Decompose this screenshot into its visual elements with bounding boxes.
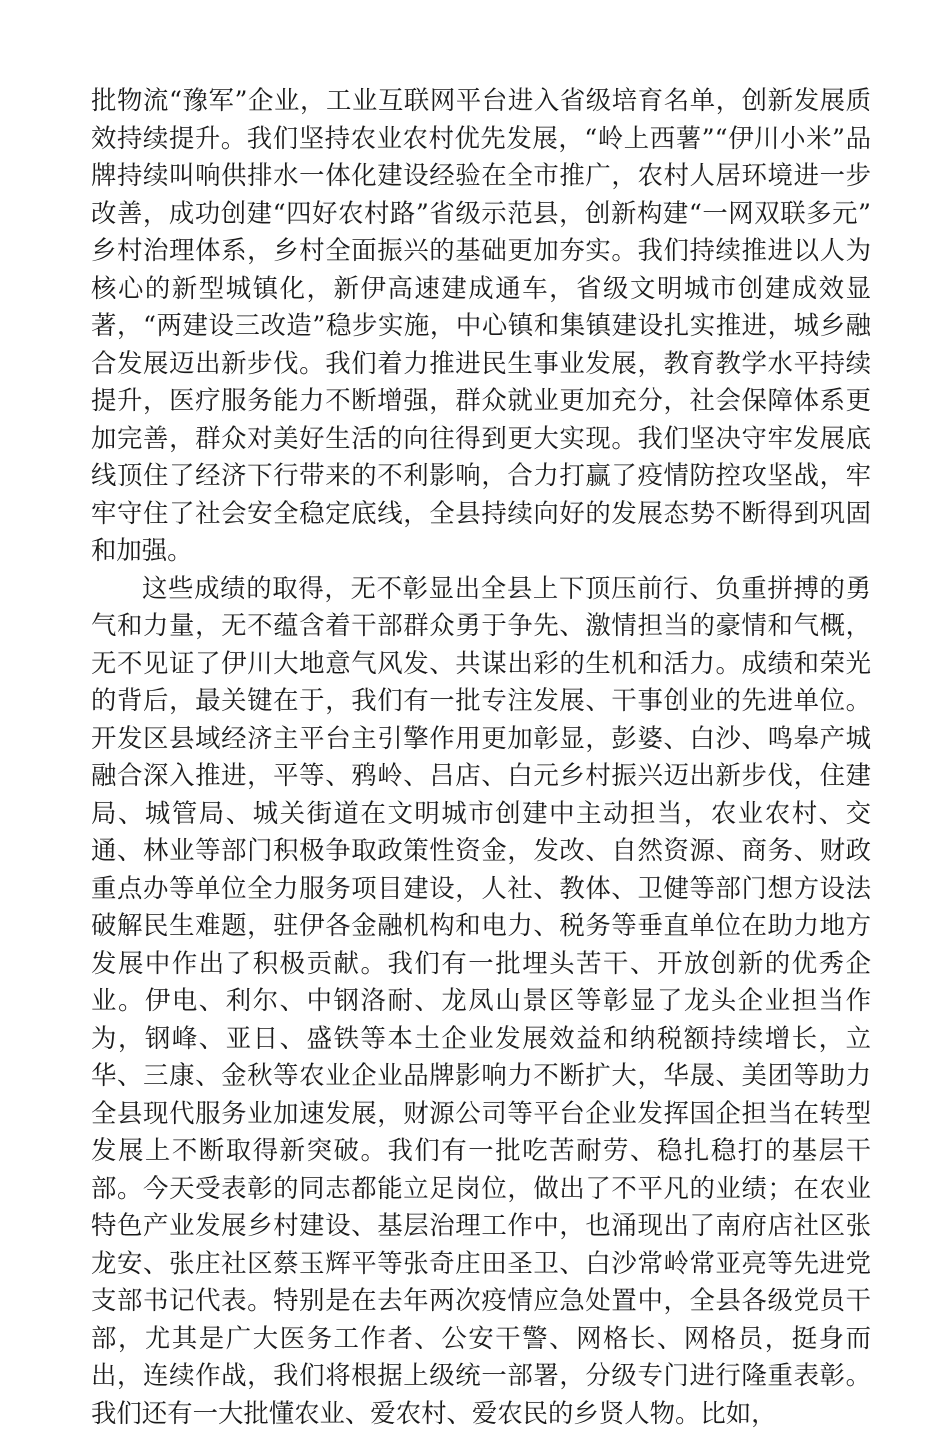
document-text-column: [91, 82, 871, 1432]
body-paragraph-2: 这些成绩的取得，无不彰显出全县上下顶压前行、负重拼搏的勇气和力量，无不蕴含着干部群众勇于争先、激情担当的豪情和气概，无不见证了伊川大地意气风发、共谋出彩的生机和活力。成绩和荣光的背后，最关键在于，我们有一批专注发展、干事创业的先进单位。开发区县域经济主平台主引擎作用更加彰显，彭婆、白沙、鸣皋产城融合深入推进，平等、鸦岭、吕店、白元乡村振兴迈出新步伐，住建局、城管局、城关街道在文明城市创建中主动担当，农业农村、交通、林业等部门积极争取政策性资金，发改、自然资源、商务、财政重点办等单位全力服务项目建设，人社、教体、卫健等部门想方设法破解民生难题，驻伊各金融机构和电力、税务等垂直单位在助力地方发展中作出了积极贡献。我们有一批埋头苦干、开放创新的优秀企业。伊电、利尔、中钢洛耐、龙凤山景区等彰显了龙头企业担当作为，钢峰、亚日、盛铁等本土企业发展效益和纳税额持续增长，立华、三康、金秋等农业企业品牌影响力不断扩大，华晟、美团等助力全县现代服务业加速发展，财源公司等平台企业发挥国企担当在转型发展上不断取得新突破。我们有一批吃苦耐劳、稳扎稳打的基层干部。今天受表彰的同志都能立足岗位，做出了不平凡的业绩；在农业特色产业发展乡村建设、基层治理工作中，也涌现出了南府店社区张龙安、张庄社区蔡玉辉平等张奇庄田圣卫、白沙常岭常亚亮等先进党支部书记代表。特别是在去年两次疫情应急处置中，全县各级党员干部，尤其是广大医务工作者、公安干警、网格长、网格员，挺身而出，连续作战，我们将根据上级统一部署，分级专门进行隆重表彰。我们还有一大批懂农业、爱农村、爱农民的乡贤人物。比如，: [91, 570, 871, 1432]
body-paragraph-1: 批物流“豫军”企业，工业互联网平台进入省级培育名单，创新发展质效持续提升。我们坚持农业农村优先发展，“岭上西薯”“伊川小米”品牌持续叫响供排水一体化建设经验在全市推广，农村人居环境进一步改善，成功创建“四好农村路”省级示范县，创新构建“一网双联多元”乡村治理体系，乡村全面振兴的基础更加夯实。我们持续推进以人为核心的新型城镇化，新伊高速建成通车，省级文明城市创建成效显著，“两建设三改造”稳步实施，中心镇和集镇建设扎实推进，城乡融合发展迈出新步伐。我们着力推进民生事业发展，教育教学水平持续提升，医疗服务能力不断增强，群众就业更加充分，社会保障体系更加完善，群众对美好生活的向往得到更大实现。我们坚决守牢发展底线顶住了经济下行带来的不利影响，合力打赢了疫情防控攻坚战，牢牢守住了社会安全稳定底线，全县持续向好的发展态势不断得到巩固和加强。: [91, 82, 871, 570]
